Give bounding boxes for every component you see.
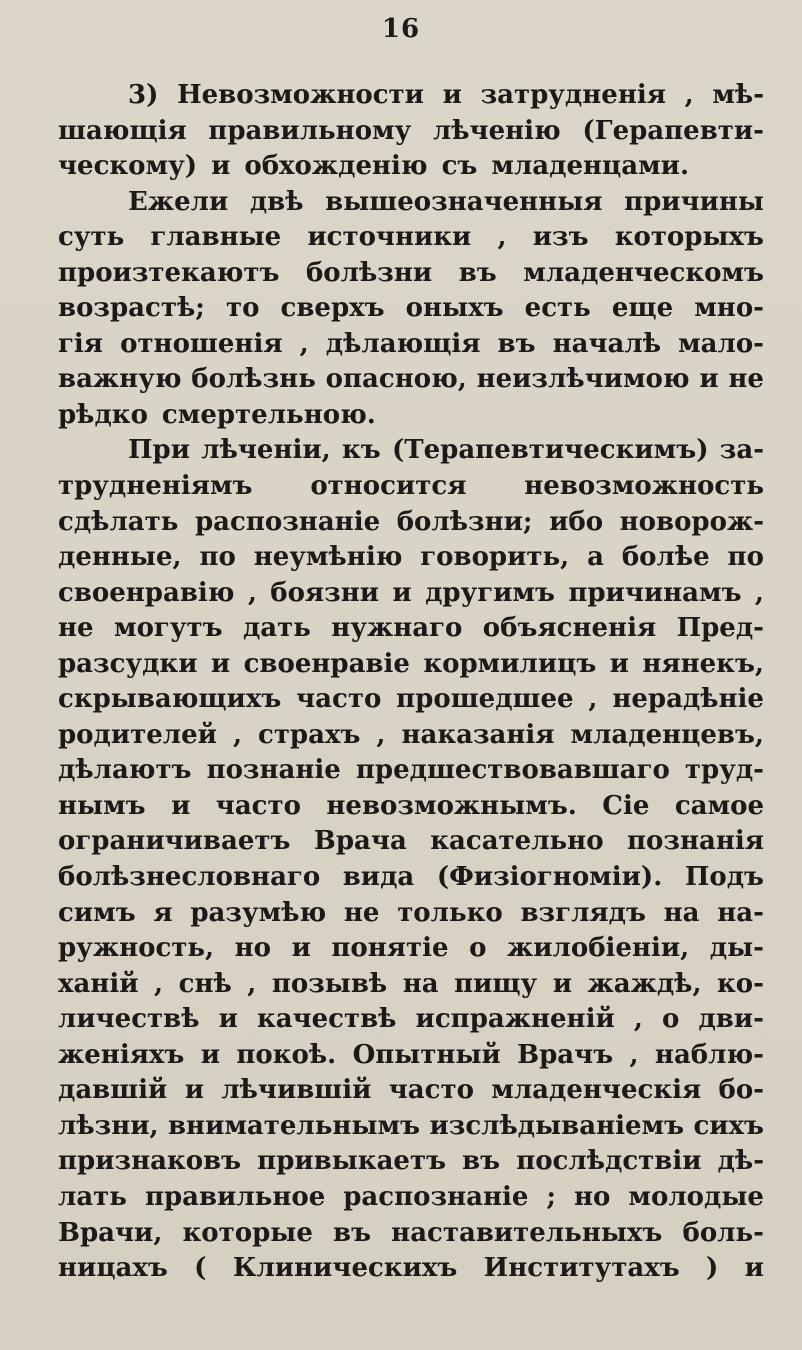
word: При xyxy=(128,435,191,466)
text-line xyxy=(58,718,764,754)
word: , xyxy=(247,577,257,608)
word: отношенія xyxy=(120,328,283,359)
word: возрастѣ; xyxy=(58,293,205,324)
word: часто xyxy=(215,790,301,821)
word: 3) xyxy=(128,80,159,110)
word: изъ xyxy=(532,222,589,253)
word: ) xyxy=(706,1253,719,1284)
text-line xyxy=(58,931,764,967)
word: (Герапевти- xyxy=(582,115,764,146)
text-line xyxy=(58,1109,764,1145)
word: жаждѣ, xyxy=(587,968,702,999)
word: въ xyxy=(497,328,536,359)
word: своенравію xyxy=(58,577,235,608)
text-line xyxy=(58,398,764,434)
body-text xyxy=(58,78,764,1287)
word: говорить, xyxy=(420,542,570,573)
word: касательно xyxy=(430,826,604,857)
word: двѣ xyxy=(249,186,304,217)
text-line xyxy=(58,1073,764,1109)
word: боязни xyxy=(270,577,380,608)
word: относится xyxy=(310,471,467,502)
word: наставительныхъ xyxy=(391,1217,663,1248)
word: болѣзни; xyxy=(396,506,533,537)
word: Невозможности xyxy=(177,80,424,110)
word: , xyxy=(247,968,257,999)
word: правильное xyxy=(144,1181,326,1212)
word: младенческія xyxy=(491,1075,702,1106)
word: нянекъ, xyxy=(642,648,764,679)
word: а xyxy=(587,542,604,573)
text-line xyxy=(58,896,764,932)
word: родителей xyxy=(58,719,217,750)
word: которые xyxy=(182,1217,313,1248)
word: ограничиваетъ xyxy=(58,826,291,857)
word: болѣзнесловнаго xyxy=(58,862,321,893)
word: младенцевъ, xyxy=(570,719,764,750)
word: , xyxy=(633,1004,643,1035)
word: правильному xyxy=(208,115,412,146)
word: Опытный xyxy=(352,1039,501,1070)
word: главные xyxy=(150,222,282,253)
word: не xyxy=(728,364,764,395)
text-line xyxy=(58,433,764,469)
word: (Физіогноміи). xyxy=(436,862,663,893)
word: за- xyxy=(719,435,764,466)
text-line xyxy=(58,682,764,718)
word: неумѣнію xyxy=(253,542,403,573)
word: качествѣ xyxy=(256,1004,397,1035)
word: лать xyxy=(58,1181,127,1212)
word: Клиническихъ xyxy=(232,1253,458,1284)
word: , xyxy=(754,577,764,608)
text-line xyxy=(58,1038,764,1074)
word: болѣзнь xyxy=(191,364,316,395)
word: наказанія xyxy=(401,719,555,750)
word: опасною, xyxy=(325,364,467,395)
word: важную xyxy=(58,364,182,395)
word: причинамъ xyxy=(568,577,742,608)
word: кормилицъ xyxy=(423,648,597,679)
text-line xyxy=(58,1216,764,1252)
word: изслѣдываніемъ xyxy=(429,1110,685,1141)
word: мѣ- xyxy=(712,80,764,110)
word: въ xyxy=(458,257,497,288)
text-line xyxy=(58,291,764,327)
text-line xyxy=(58,185,764,221)
word: неизлѣчимою xyxy=(476,364,690,395)
word: и xyxy=(291,933,311,964)
word: но xyxy=(574,1181,611,1212)
word: вида xyxy=(342,862,415,893)
word: трудненіямъ xyxy=(58,471,253,502)
word: , xyxy=(588,684,598,715)
word: разсудки xyxy=(58,648,198,679)
text-line xyxy=(58,78,764,114)
word: распознаніе xyxy=(343,1181,529,1212)
word: и xyxy=(552,968,572,999)
word: по xyxy=(199,542,236,573)
word: на- xyxy=(717,897,764,928)
word: но xyxy=(234,933,272,964)
word: къ xyxy=(341,435,381,466)
text-line xyxy=(58,1180,764,1216)
word: и xyxy=(744,1253,764,1284)
word: началѣ xyxy=(552,328,661,359)
word: гія xyxy=(58,328,104,359)
word: еще xyxy=(611,293,674,324)
word: произтекаютъ xyxy=(58,257,280,288)
text-line xyxy=(58,1002,764,1038)
word: дѣ- xyxy=(717,1146,764,1177)
word: , xyxy=(299,328,309,359)
text-line xyxy=(58,327,764,363)
word: на xyxy=(402,968,439,999)
word: обхожденію xyxy=(244,151,428,182)
word: которыхъ xyxy=(614,222,764,253)
word: вышеозначенныя xyxy=(325,186,603,217)
word: съ xyxy=(441,151,478,182)
word: и xyxy=(211,151,231,182)
word: сверхъ xyxy=(280,293,385,324)
word: лѣчившій xyxy=(221,1075,372,1106)
text-line xyxy=(58,860,764,896)
word: и xyxy=(218,1004,238,1035)
word: дѣлаютъ xyxy=(58,755,192,786)
word: затрудненія xyxy=(480,80,666,110)
text-line xyxy=(58,469,764,505)
word: ружность, xyxy=(58,933,215,964)
word: болѣзни xyxy=(305,257,433,288)
word: шающія xyxy=(58,115,187,146)
word: и xyxy=(184,1075,204,1106)
word: , xyxy=(232,719,242,750)
word: нымъ xyxy=(58,790,146,821)
word: и xyxy=(200,1039,221,1070)
word: сихъ xyxy=(693,1110,764,1141)
word: Врачъ xyxy=(517,1039,614,1070)
word: жилобіеніи, xyxy=(506,933,690,964)
text-line xyxy=(58,967,764,1003)
text-line xyxy=(58,576,764,612)
word: молодые xyxy=(628,1181,764,1212)
word: предшествовавшаго xyxy=(355,755,670,786)
word: суть xyxy=(58,222,125,253)
word: смертельною. xyxy=(161,399,376,430)
word: привыкаетъ xyxy=(257,1146,447,1177)
word: на xyxy=(663,897,700,928)
page-number: 16 xyxy=(381,14,421,44)
text-line xyxy=(58,256,764,292)
word: Врачи, xyxy=(58,1217,163,1248)
word: новорож- xyxy=(619,506,764,537)
word: младенческомъ xyxy=(523,257,764,288)
word: невозможнымъ. xyxy=(326,790,577,821)
word: пищу xyxy=(454,968,538,999)
word: распознаніе xyxy=(194,506,381,537)
word: ( xyxy=(194,1253,207,1284)
word: Пред- xyxy=(676,613,764,644)
word: внимательнымъ xyxy=(167,1110,421,1141)
text-line xyxy=(58,149,764,185)
word: Институтахъ xyxy=(483,1253,680,1284)
word: скрывающихъ xyxy=(58,684,282,715)
word: симъ xyxy=(58,897,136,928)
word: послѣдствіи xyxy=(516,1146,702,1177)
word: женіяхъ xyxy=(58,1039,185,1070)
word: только xyxy=(397,897,503,928)
word: познанія xyxy=(627,826,764,857)
word: бо- xyxy=(718,1075,764,1106)
word: позывѣ xyxy=(271,968,388,999)
text-line xyxy=(58,1251,764,1287)
word: , xyxy=(497,222,507,253)
word: боль- xyxy=(682,1217,764,1248)
word: о xyxy=(662,1004,680,1035)
word: Сіе xyxy=(602,790,650,821)
word: и xyxy=(609,648,629,679)
word: мало- xyxy=(678,328,764,359)
word: и xyxy=(210,648,231,679)
word: Ежели xyxy=(128,186,229,217)
word: ницахъ xyxy=(58,1253,168,1284)
word: невозможность xyxy=(524,471,764,502)
word: разумѣю xyxy=(190,897,327,928)
word: взглядъ xyxy=(520,897,646,928)
word: дать xyxy=(242,613,311,644)
text-line xyxy=(58,753,764,789)
word: могутъ xyxy=(113,613,223,644)
word: я xyxy=(153,897,173,928)
word: то xyxy=(225,293,260,324)
word: нужнаго xyxy=(331,613,463,644)
text-line xyxy=(58,220,764,256)
word: лѣченіи, xyxy=(201,435,331,466)
word: и xyxy=(171,790,191,821)
word: рѣдко xyxy=(58,399,148,430)
word: младенцами. xyxy=(491,151,689,182)
text-line xyxy=(58,647,764,683)
word: дви- xyxy=(698,1004,764,1035)
word: и xyxy=(699,364,719,395)
word: наблю- xyxy=(654,1039,764,1070)
word: мно- xyxy=(694,293,764,324)
word: часто xyxy=(296,684,382,715)
word: труд- xyxy=(684,755,764,786)
word: познаніе xyxy=(206,755,341,786)
text-line xyxy=(58,362,764,398)
word: ческому) xyxy=(58,151,198,182)
word: признаковъ xyxy=(58,1146,242,1177)
word: оныхъ xyxy=(405,293,504,324)
word: въ xyxy=(333,1217,372,1248)
word: ханій xyxy=(58,968,139,999)
text-line xyxy=(58,1144,764,1180)
word: (Терапевтическимъ) xyxy=(391,435,709,466)
word: ; xyxy=(546,1181,557,1212)
word: другимъ xyxy=(425,577,555,608)
word: источники xyxy=(307,222,472,253)
word: и xyxy=(442,80,462,110)
word: страхъ xyxy=(257,719,361,750)
text-line xyxy=(58,114,764,150)
word: испражненій xyxy=(415,1004,615,1035)
word: есть xyxy=(524,293,591,324)
text-line xyxy=(58,789,764,825)
word: о xyxy=(469,933,487,964)
word: сдѣлать xyxy=(58,506,179,537)
text-line xyxy=(58,540,764,576)
word: понятіе xyxy=(331,933,449,964)
word: денные, xyxy=(58,542,182,573)
text-line xyxy=(58,824,764,860)
word: по xyxy=(727,542,764,573)
word: , xyxy=(684,80,694,110)
word: Подъ xyxy=(684,862,764,893)
text-line xyxy=(58,611,764,647)
word: объясненія xyxy=(482,613,657,644)
word: личествѣ xyxy=(58,1004,200,1035)
word: причины xyxy=(624,186,764,217)
word: ко- xyxy=(717,968,764,999)
word: снѣ xyxy=(178,968,232,999)
word: и xyxy=(392,577,412,608)
word: не xyxy=(58,613,94,644)
word: , xyxy=(154,968,164,999)
word: давшій xyxy=(58,1075,168,1106)
word: нерадѣніе xyxy=(612,684,764,715)
word: ибо xyxy=(549,506,604,537)
word: , xyxy=(376,719,386,750)
word: въ xyxy=(462,1146,501,1177)
word: лѣченію xyxy=(432,115,561,146)
word: , xyxy=(629,1039,639,1070)
word: не xyxy=(343,897,380,928)
word: часто xyxy=(388,1075,474,1106)
word: своенравіе xyxy=(243,648,410,679)
word: болѣе xyxy=(621,542,710,573)
word: покоѣ. xyxy=(236,1039,337,1070)
word: прошедшее xyxy=(396,684,574,715)
word: лѣзни, xyxy=(58,1110,159,1141)
word: Врача xyxy=(313,826,407,857)
text-line xyxy=(58,505,764,541)
word: дѣлающія xyxy=(325,328,481,359)
word: ды- xyxy=(709,933,764,964)
word: самое xyxy=(674,790,764,821)
